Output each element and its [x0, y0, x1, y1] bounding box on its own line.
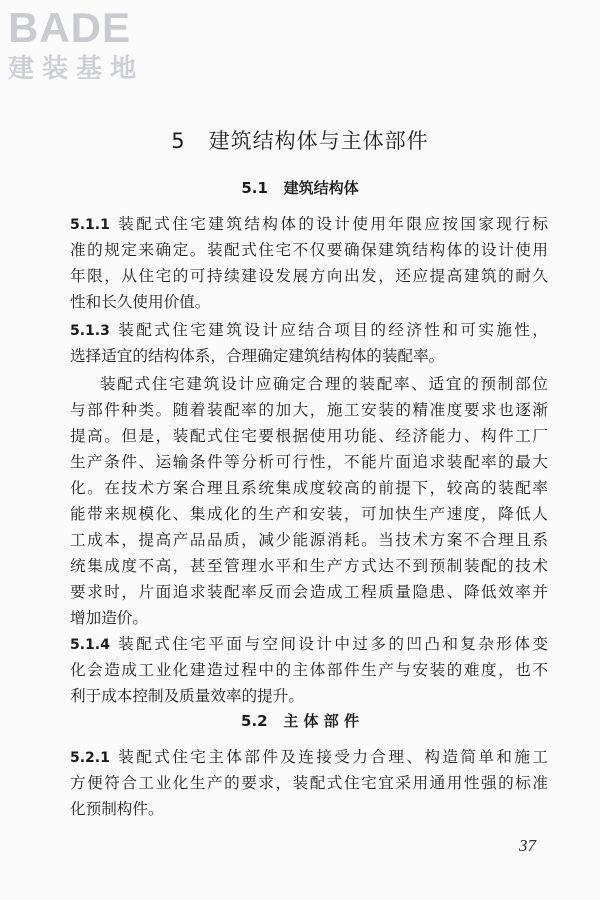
text-line: 5.1.4 装配式住宅平面与空间设计中过多的凹凸和复杂形体变	[70, 635, 548, 653]
text-line: 性和长久使用价值。	[70, 293, 211, 311]
clause-number: 5.1.3	[70, 323, 110, 339]
bade-logo	[8, 6, 176, 88]
text-line: 化预制构件。	[70, 800, 164, 818]
text-line: 装配式住宅建筑设计应确定合理的装配率、适宜的预制部位	[100, 375, 548, 393]
chapter-title: 5 建筑结构体与主体部件	[171, 129, 429, 153]
text-line: 增加造价。	[70, 609, 148, 627]
text-line: 5.2.1 装配式住宅主体部件及连接受力合理、构造简单和施工	[70, 748, 548, 766]
text-line: 5.1.3 装配式住宅建筑设计应结合项目的经济性和可实施性，	[70, 321, 548, 339]
clause-number: 5.2.1	[70, 750, 110, 766]
text-line: 方便符合工业化生产的要求，装配式住宅宜采用通用性强的标准	[70, 774, 548, 792]
text-line: 要求时，片面追求装配率反而会造成工程质量隐患、降低效率并	[70, 583, 548, 601]
text-line: 提高。但是，装配式住宅要根据使用功能、经济能力、构件工厂	[70, 427, 548, 445]
text-line: 化。在技术方案合理且系统集成度较高的前提下，较高的装配率	[70, 479, 548, 497]
text-line: 年限，从住宅的可持续建设发展方向出发，还应提高建筑的耐久	[70, 267, 548, 285]
logo-wordmark: BADE	[8, 4, 132, 51]
clause-number: 5.1.1	[70, 217, 110, 233]
page-number: 37	[519, 836, 536, 855]
text-line: 5.1.1 装配式住宅建筑结构体的设计使用年限应按国家现行标	[70, 215, 548, 233]
text-line: 能带来规模化、集成化的生产和安装，可加快生产速度，降低人	[70, 505, 548, 523]
text-line: 与部件种类。随着装配率的加大，施工安装的精准度要求也逐渐	[70, 401, 548, 419]
section-title-5-1: 5.1 建筑结构体	[241, 179, 359, 197]
clause-number: 5.1.4	[70, 637, 110, 653]
text-line: 利于成本控制及质量效率的提升。	[70, 687, 304, 705]
logo-subtitle: 建装基地	[8, 54, 145, 84]
section-title-5-2: 5.2 主 体 部 件	[241, 712, 359, 730]
text-line: 工成本，提高产品品质，减少能源消耗。当技术方案不合理且系	[70, 531, 548, 549]
text-line: 选择适宜的结构体系，合理确定建筑结构体的装配率。	[70, 347, 445, 365]
text-line: 准的规定来确定。装配式住宅不仅要确保建筑结构体的设计使用	[70, 241, 548, 259]
text-line: 统集成度不高，甚至管理水平和生产方式达不到预制装配的技术	[70, 557, 548, 575]
text-line: 生产条件、运输条件等分析可行性，不能片面追求装配率的最大	[70, 453, 548, 471]
text-line: 化会造成工业化建造过程中的主体部件生产与安装的难度，也不	[70, 661, 548, 679]
